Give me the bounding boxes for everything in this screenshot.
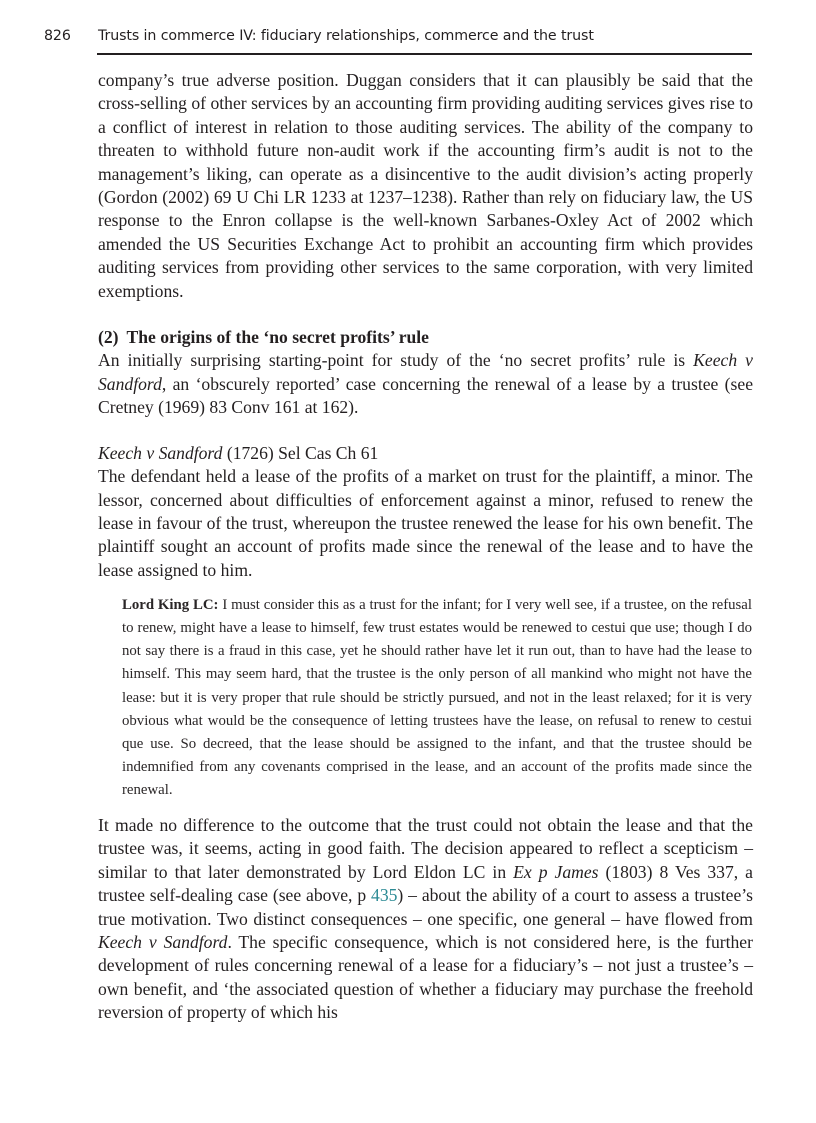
page-number: 826	[44, 28, 71, 44]
paragraph-analysis	[98, 814, 753, 1025]
running-header	[44, 28, 752, 44]
case-name: Keech v Sandford	[98, 932, 228, 952]
section-title: The origins of the ‘no secret profits’ rule	[126, 327, 429, 348]
case-citation: (1726) Sel Cas Ch 61	[222, 442, 379, 463]
case-name: Keech v Sandford	[98, 442, 223, 463]
case-name: Ex p James	[513, 861, 599, 882]
running-title: Trusts in commerce IV: fiduciary relationships, commerce and the trust	[98, 28, 594, 44]
extract-text: I must consider this as a trust for the infant; for I very well see, if a trustee, on the refusal to renew, might have a lease to himself, few trust estates would be renewed to cestui que use; though I do not say there is a fraud in this case, yet he should rather have let it run out, than to have had the lease to himself. This may seem hard, that the trustee is the only person of all mankind who might not have the lease: but it is very proper that rule should be strictly pursued, and not in the least relaxed; for it is very obvious what would be the consequence of letting trustees have the lease, on refusal to renew to cestui que use. So decreed, that the lease should be assigned to the infant, and that the trustee should be indemnified from any covenants comprised in the lease, and an account of the profits made since the renewal.	[122, 597, 752, 798]
case-heading	[98, 442, 753, 465]
page-body	[98, 69, 753, 1025]
paragraph-enron: company’s true adverse position. Duggan considers that it can plausibly be said that the cross-selling of other services by an accounting firm providing auditing services gives rise to a conflict of interest in relation to those auditing services. The ability of the company to threaten to withhold future non-audit work if the accounting firm’s audit is not to the management’s liking, can operate as a disincentive to the audit division’s acting properly (Gordon (2002) 69 U Chi LR 1233 at 1237–1238). Rather than rely on fiduciary law, the US response to the Enron collapse is the well-known Sarbanes-Oxley Act of 2002 which amended the US Securities Exchange Act to prohibit an accounting firm which provides auditing services from providing other services to the same corporation, with very limited exemptions.	[98, 70, 753, 301]
text-run: ) – about the ability of a court to assess a trustee’s true motivation. Two distinct consequences – one specific, one general – have flowed from	[98, 885, 753, 929]
case-facts: The defendant held a lease of the profits of a market on trust for the plaintiff, a minor. The lessor, concerned about difficulties of enforcement against a minor, refused to renew the lease in favour of the trust, whereupon the trustee renewed the lease for his own benefit. The plaintiff sought an account of profits made since the renewal of the lease and to have the lease assigned to him.	[98, 466, 753, 580]
judge-name: Lord King LC:	[122, 597, 219, 614]
page-cross-reference-link[interactable]: 435	[371, 885, 398, 906]
text-run: It made no difference to the outcome that the trust could not obtain the lease and that the trustee was, it seems, acting in good faith. The decision appeared to reflect a scepticism – similar to that later demonstrated by Lord Eldon LC in	[98, 814, 753, 882]
text-run: (1803) 8 Ves 337, a trustee self-dealing case (see above, p	[98, 861, 753, 906]
paragraph-intro	[98, 349, 753, 419]
case-name: Keech v Sandford	[98, 350, 753, 394]
text-run: . The specific consequence, which is not considered here, is the further development of rules concerning renewal of a lease for a fiduciary’s – not just a trustee’s – own benefit, and ‘the associated question of whether a fiduciary may purchase the freehold reversion of property of which his	[98, 932, 753, 1023]
section-heading	[98, 326, 753, 349]
section-number: (2)	[98, 327, 119, 348]
text-run: , an ‘obscurely reported’ case concerning the renewal of a lease by a trustee (see Cretney (1969) 83 Conv 161 at 162).	[98, 373, 753, 418]
judgment-extract	[122, 594, 752, 802]
header-rule	[97, 53, 752, 55]
text-run: An initially surprising starting-point for study of the ‘no secret profits’ rule is	[98, 350, 694, 371]
